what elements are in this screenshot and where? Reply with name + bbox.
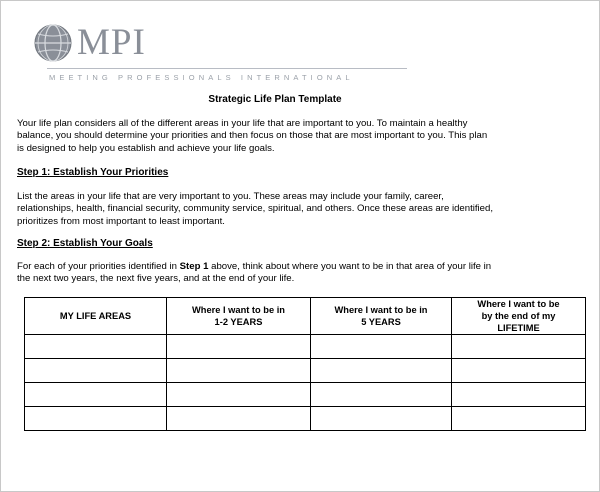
table-cell[interactable] <box>25 383 167 407</box>
logo-wordmark: MPI <box>77 22 146 63</box>
page-title: Strategic Life Plan Template <box>208 94 342 105</box>
table-row <box>25 359 586 383</box>
logo-tagline: MEETING PROFESSIONALS INTERNATIONAL <box>49 73 354 82</box>
header-lifetime <box>452 298 586 335</box>
step2-line: the next two years, the next five years, and at the end of your life. <box>17 273 295 285</box>
header-1-2-years <box>167 298 311 335</box>
table-header-row <box>25 298 586 335</box>
step2-heading: Step 2: Establish Your Goals <box>17 238 153 249</box>
step2-line <box>17 261 577 273</box>
header-line: Where I want to be <box>477 299 560 309</box>
step1-heading: Step 1: Establish Your Priorities <box>17 167 169 178</box>
table-cell[interactable] <box>311 335 452 359</box>
header-line: Where I want to be in <box>334 305 428 315</box>
table-cell[interactable] <box>25 359 167 383</box>
table-cell[interactable] <box>311 359 452 383</box>
header-line: by the end of my <box>481 311 556 321</box>
life-plan-table <box>24 297 586 431</box>
globe-icon <box>33 23 73 63</box>
step1-line: List the areas in your life that are very important to you. These areas may include your family, career, <box>17 191 444 202</box>
header-line: LIFETIME <box>497 323 540 333</box>
intro-line: balance, you should determine your priorities and then focus on those that are most important to you. This plan <box>17 130 488 142</box>
intro-paragraph <box>17 118 577 155</box>
table-cell[interactable] <box>452 407 586 431</box>
step1-line: relationships, health, financial security, community service, spiritual, and others. Once these areas are identified, <box>17 203 494 215</box>
table-cell[interactable] <box>311 407 452 431</box>
step2-text: For each of your priorities identified in <box>17 261 180 272</box>
step1-line: prioritizes from most important to least important. <box>17 215 225 227</box>
mpi-logo <box>33 23 413 83</box>
header-line: 1-2 YEARS <box>214 317 263 327</box>
table-cell[interactable] <box>25 407 167 431</box>
table-cell[interactable] <box>167 335 311 359</box>
table-cell[interactable] <box>452 383 586 407</box>
step2-text: above, think about where you want to be in that area of your life in <box>208 261 492 272</box>
header-line: 5 YEARS <box>361 317 401 327</box>
table-row <box>25 407 586 431</box>
intro-line: Your life plan considers all of the different areas in your life that are important to you. To maintain a healthy <box>17 118 468 129</box>
header-line: MY LIFE AREAS <box>59 311 132 321</box>
intro-line: is designed to help you establish and achieve your life goals. <box>17 142 275 154</box>
table-cell[interactable] <box>452 335 586 359</box>
table-cell[interactable] <box>167 383 311 407</box>
table-cell[interactable] <box>452 359 586 383</box>
table-row <box>25 383 586 407</box>
table-cell[interactable] <box>25 335 167 359</box>
step2-paragraph <box>17 261 577 286</box>
header-line: Where I want to be in <box>192 305 285 315</box>
logo-divider <box>47 68 407 69</box>
step2-ref: Step 1 <box>179 261 209 272</box>
table-cell[interactable] <box>167 359 311 383</box>
table-cell[interactable] <box>167 407 311 431</box>
header-life-areas <box>25 298 167 335</box>
table-cell[interactable] <box>311 383 452 407</box>
table-row <box>25 335 586 359</box>
step1-paragraph <box>17 191 577 228</box>
header-5-years <box>311 298 452 335</box>
